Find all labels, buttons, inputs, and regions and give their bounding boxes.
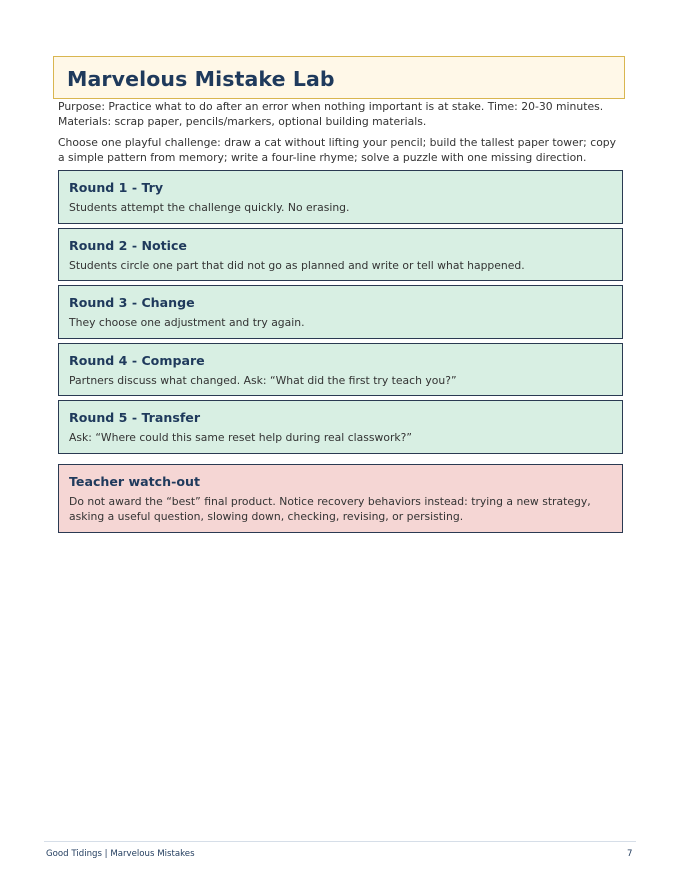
round-card-3: [58, 285, 623, 339]
round-body: Partners discuss what changed. Ask: “What did the first try teach you?”: [69, 374, 457, 387]
round-card-2: [58, 228, 623, 281]
round-body: Students circle one part that did not go as planned and write or tell what happened.: [69, 259, 525, 272]
round-card-1: [58, 170, 623, 224]
round-card-5: [58, 400, 623, 454]
watchout-body: Do not award the “best” final product. Notice recovery behaviors instead: trying a new strategy, asking a useful question, slowing down, checking, revising, or persisting.: [69, 495, 591, 523]
round-body: Ask: “Where could this same reset help during real classwork?”: [69, 431, 412, 444]
round-heading: Round 1 - Try: [69, 180, 164, 195]
teacher-watchout-card: [58, 464, 623, 533]
watchout-heading: Teacher watch-out: [69, 474, 200, 489]
purpose-paragraph: Purpose: Practice what to do after an error when nothing important is at stake. Time: 20-30 minutes. Materials: scrap paper, pencils/markers, optional building materials.: [58, 100, 604, 128]
title-banner: [53, 56, 625, 99]
challenge-paragraph: Choose one playful challenge: draw a cat without lifting your pencil; build the tallest paper tower; copy a simple pattern from memory; write a four-line rhyme; solve a puzzle with one missing direction.: [58, 136, 617, 164]
round-heading: Round 3 - Change: [69, 295, 195, 310]
footer-title: Good Tidings | Marvelous Mistakes: [46, 849, 195, 859]
round-card-4: [58, 343, 623, 396]
round-heading: Round 4 - Compare: [69, 353, 205, 368]
round-body: They choose one adjustment and try again.: [69, 316, 305, 329]
round-heading: Round 5 - Transfer: [69, 410, 201, 425]
footer-divider: [44, 841, 636, 842]
round-heading: Round 2 - Notice: [69, 238, 187, 253]
page-number: 7: [627, 849, 633, 859]
page-title: Marvelous Mistake Lab: [67, 67, 335, 91]
round-body: Students attempt the challenge quickly. No erasing.: [69, 201, 350, 214]
